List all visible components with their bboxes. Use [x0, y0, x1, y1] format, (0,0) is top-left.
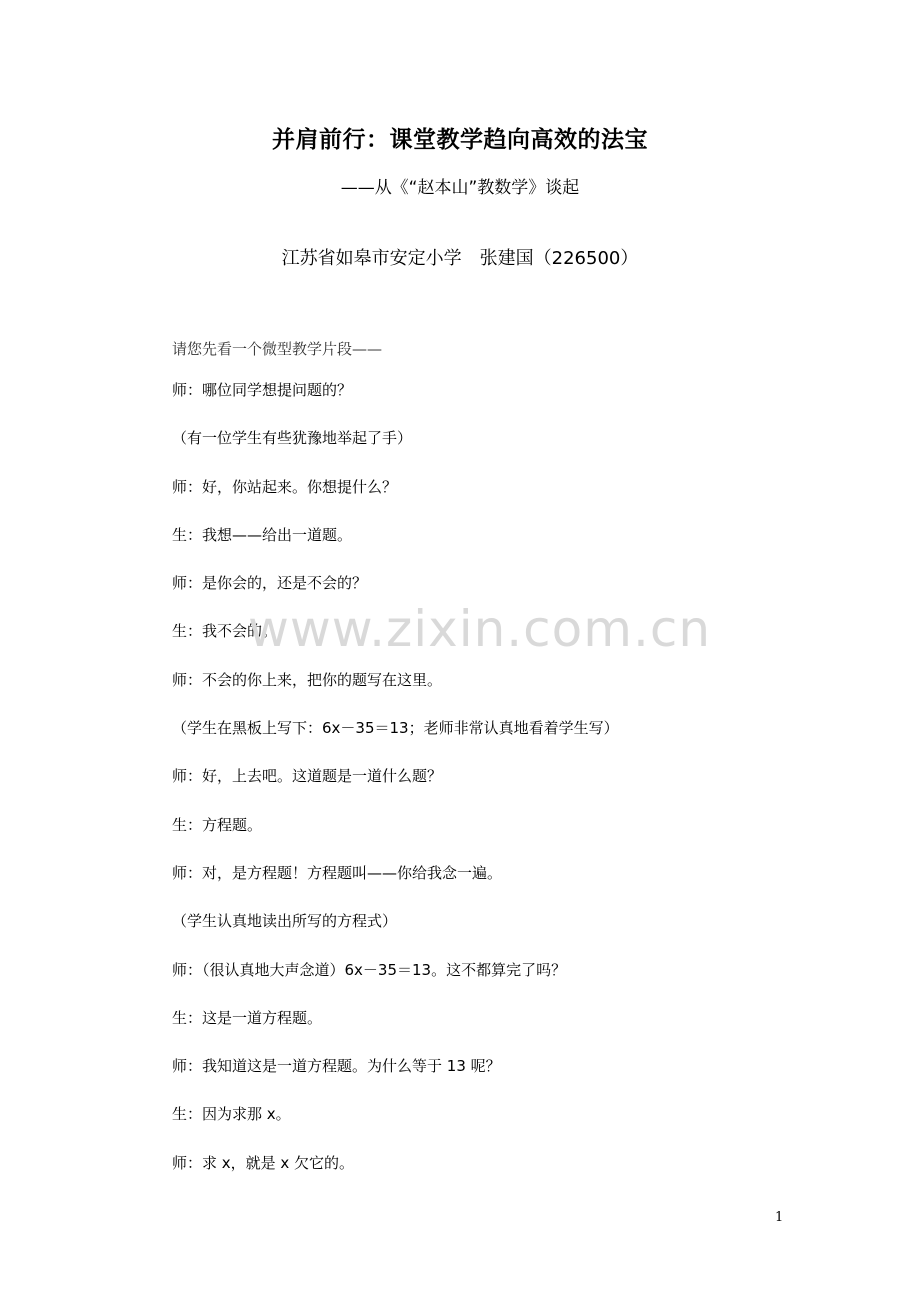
dialogue-line: 师：对，是方程题！方程题叫——你给我念一遍。 — [172, 863, 503, 882]
dialogue-line: （学生认真地读出所写的方程式） — [172, 912, 398, 931]
dialogue-line: （有一位学生有些犹豫地举起了手） — [172, 429, 413, 448]
watermark-text: www.zixin.com.cn — [248, 600, 712, 658]
dialogue-line: 生：方程题。 — [172, 815, 263, 834]
dialogue-line: 师：哪位同学想提问题的？ — [172, 381, 353, 399]
dialogue-line: 师：不会的你上来，把你的题写在这里。 — [172, 670, 443, 689]
dialogue-line: 师：好，你站起来。你想提什么？ — [172, 477, 398, 496]
dialogue-line: 师：好，上去吧。这道题是一道什么题？ — [172, 767, 443, 786]
intro-paragraph: 请您先看一个微型教学片段—— — [172, 340, 383, 358]
dialogue-line: 师：我知道这是一道方程题。为什么等于 13 呢？ — [172, 1057, 501, 1076]
dialogue-lines — [172, 380, 812, 1201]
dialogue-line: （学生在黑板上写下：6x－35＝13；老师非常认真地看着学生写） — [172, 719, 619, 738]
document-title: 并肩前行：课堂教学趋向高效的法宝 — [272, 127, 648, 153]
dialogue-line: 生：我想——给出一道题。 — [172, 525, 353, 544]
page-number: 1 — [775, 1210, 784, 1225]
dialogue-line: 生：我不会的。 — [172, 622, 278, 641]
author-line: 江苏省如皋市安定小学 张建国（226500） — [281, 248, 639, 269]
dialogue-line: 生：因为求那 x。 — [172, 1105, 291, 1124]
dialogue-line: 生：这是一道方程题。 — [172, 1008, 323, 1027]
dialogue-line: 师：求 x，就是 x 欠它的。 — [172, 1153, 355, 1172]
dialogue-line: 师：是你会的，还是不会的？ — [172, 574, 368, 593]
dialogue-line: 师：（很认真地大声念道）6x－35＝13。这不都算完了吗？ — [172, 960, 567, 979]
document-subtitle: ——从《“赵本山”教数学》谈起 — [340, 178, 580, 198]
